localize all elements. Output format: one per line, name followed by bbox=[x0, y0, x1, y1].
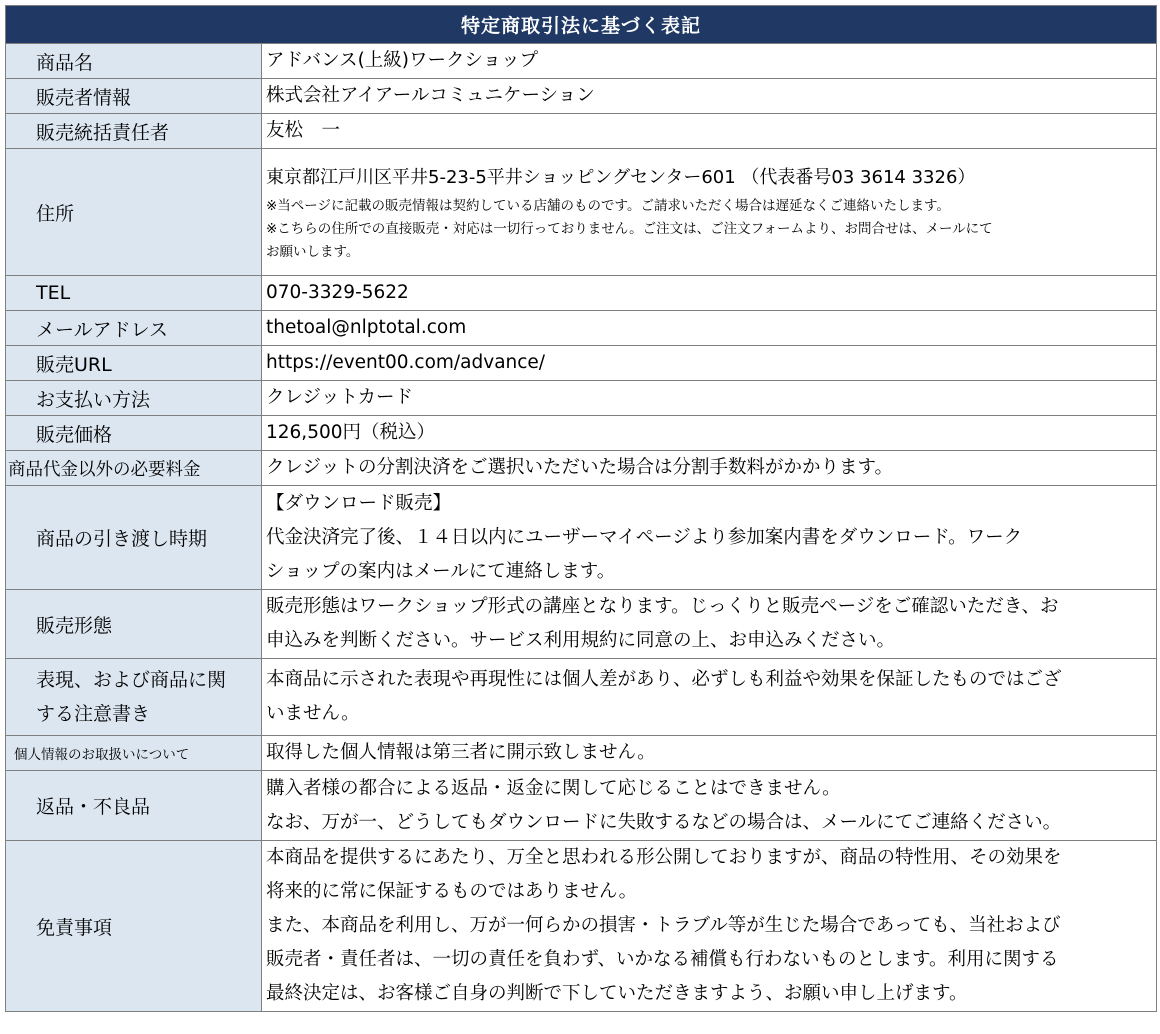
row-label: 返品・不良品 bbox=[6, 771, 262, 841]
value-line: 【ダウンロード販売】 bbox=[266, 492, 452, 514]
row-value bbox=[262, 841, 1157, 1012]
address-note: ※こちらの住所での直接販売・対応は一切行っておりません。ご注文は、ご注文フォームより、お問合せは、メールにて bbox=[266, 220, 993, 237]
row-label: 商品代金以外の必要料金 bbox=[6, 451, 262, 486]
row-value bbox=[262, 149, 1157, 276]
value-line: 最終決定は、お客様ご自身の判断で下していただきますよう、お願い申し上げます。 bbox=[266, 983, 968, 1004]
legal-notice-table bbox=[5, 5, 1157, 1012]
row-label bbox=[6, 659, 262, 736]
row-label: お支払い方法 bbox=[6, 381, 262, 416]
value-line: なお、万が一、どうしてもダウンロードに失敗するなどの場合は、メールにてご連絡ください。 bbox=[266, 811, 1062, 833]
row-value bbox=[262, 486, 1157, 590]
row-value bbox=[262, 590, 1157, 659]
row-label: 住所 bbox=[6, 149, 262, 276]
legal-notice-sheet bbox=[5, 5, 1156, 1012]
table-row bbox=[6, 311, 1157, 346]
value-line: 友松 一 bbox=[266, 120, 341, 141]
table-row bbox=[6, 736, 1157, 771]
table-row bbox=[6, 590, 1157, 659]
address-note: お願いします。 bbox=[266, 243, 360, 260]
row-value bbox=[262, 114, 1157, 149]
table-row bbox=[6, 44, 1157, 79]
row-label: TEL bbox=[6, 276, 262, 311]
value-line: 株式会社アイアールコミュニケーション bbox=[266, 85, 595, 106]
row-value bbox=[262, 311, 1157, 346]
row-label-line: 表現、および商品に関 bbox=[36, 669, 227, 691]
row-value bbox=[262, 276, 1157, 311]
row-value bbox=[262, 736, 1157, 771]
table-title: 特定商取引法に基づく表記 bbox=[6, 6, 1157, 44]
row-label: 販売形態 bbox=[6, 590, 262, 659]
table-row bbox=[6, 416, 1157, 451]
sales-url: https://event00.com/advance/ bbox=[266, 352, 546, 373]
value-line: 本商品を提供するにあたり、万全と思われる形公開しておりますが、商品の特性用、その効果を bbox=[266, 847, 1062, 868]
table-row bbox=[6, 276, 1157, 311]
row-label: 販売価格 bbox=[6, 416, 262, 451]
email-address: thetoal@nlptotal.com bbox=[266, 317, 467, 338]
table-row bbox=[6, 79, 1157, 114]
row-value bbox=[262, 381, 1157, 416]
value-line: 代金決済完了後、１４日以内にユーザーマイページより参加案内書をダウンロード。ワーク bbox=[266, 526, 1023, 548]
row-label: 販売者情報 bbox=[6, 79, 262, 114]
value-line: アドバンス(上級)ワークショップ bbox=[266, 50, 539, 71]
row-label: 商品名 bbox=[6, 44, 262, 79]
value-line: また、本商品を利用し、万が一何らかの損害・トラブル等が生じた場合であっても、当社および bbox=[266, 915, 1061, 936]
row-label-line: する注意書き bbox=[36, 703, 151, 725]
value-line: 取得した個人情報は第三者に開示致しません。 bbox=[266, 742, 656, 763]
value-line: ショップの案内はメールにて連絡します。 bbox=[266, 560, 616, 582]
value-line: クレジットの分割決済をご選択いただいた場合は分割手数料がかかります。 bbox=[266, 457, 894, 478]
table-row bbox=[6, 486, 1157, 590]
table-row bbox=[6, 771, 1157, 841]
table-row bbox=[6, 346, 1157, 381]
table-row bbox=[6, 659, 1157, 736]
value-line: 販売形態はワークショップ形式の講座となります。じっくりと販売ページをご確認いただき、お bbox=[266, 596, 1059, 617]
value-line: 本商品に示された表現や再現性には個人差があり、必ずしも利益や効果を保証したものではござ bbox=[266, 669, 1062, 690]
table-row bbox=[6, 149, 1157, 276]
value-line: 購入者様の都合による返品・返金に関して応じることはできません。 bbox=[266, 777, 841, 799]
address-note: ※当ページに記載の販売情報は契約している店舗のものです。ご請求いただく場合は遅延なくご連絡いたします。 bbox=[266, 197, 950, 214]
address-line: 東京都江戸川区平井5-23-5平井ショッピングセンター601 （代表番号03 3614 3326） bbox=[266, 166, 976, 188]
value-line: 将来的に常に保証するものではありません。 bbox=[266, 881, 638, 902]
row-label: 商品の引き渡し時期 bbox=[6, 486, 262, 590]
row-value bbox=[262, 771, 1157, 841]
row-label: 販売URL bbox=[6, 346, 262, 381]
table-row bbox=[6, 114, 1157, 149]
row-value bbox=[262, 416, 1157, 451]
row-value bbox=[262, 44, 1157, 79]
row-value bbox=[262, 346, 1157, 381]
row-value bbox=[262, 79, 1157, 114]
row-label: 販売統括責任者 bbox=[6, 114, 262, 149]
phone-number: 070-3329-5622 bbox=[266, 282, 409, 303]
row-value bbox=[262, 451, 1157, 486]
table-row bbox=[6, 841, 1157, 1012]
value-line: 申込みを判断ください。サービス利用規約に同意の上、お申込みください。 bbox=[266, 630, 896, 651]
table-row bbox=[6, 451, 1157, 486]
table-row bbox=[6, 381, 1157, 416]
row-label: 免責事項 bbox=[6, 841, 262, 1012]
row-value bbox=[262, 659, 1157, 736]
value-line: いません。 bbox=[266, 703, 360, 724]
row-label: メールアドレス bbox=[6, 311, 262, 346]
row-label: 個人情報のお取扱いについて bbox=[6, 736, 262, 771]
price: 126,500円（税込） bbox=[266, 422, 436, 443]
value-line: 販売者・責任者は、一切の責任を負わず、いかなる補償も行わないものとします。利用に関する bbox=[266, 949, 1059, 970]
value-line: クレジットカード bbox=[266, 387, 413, 408]
